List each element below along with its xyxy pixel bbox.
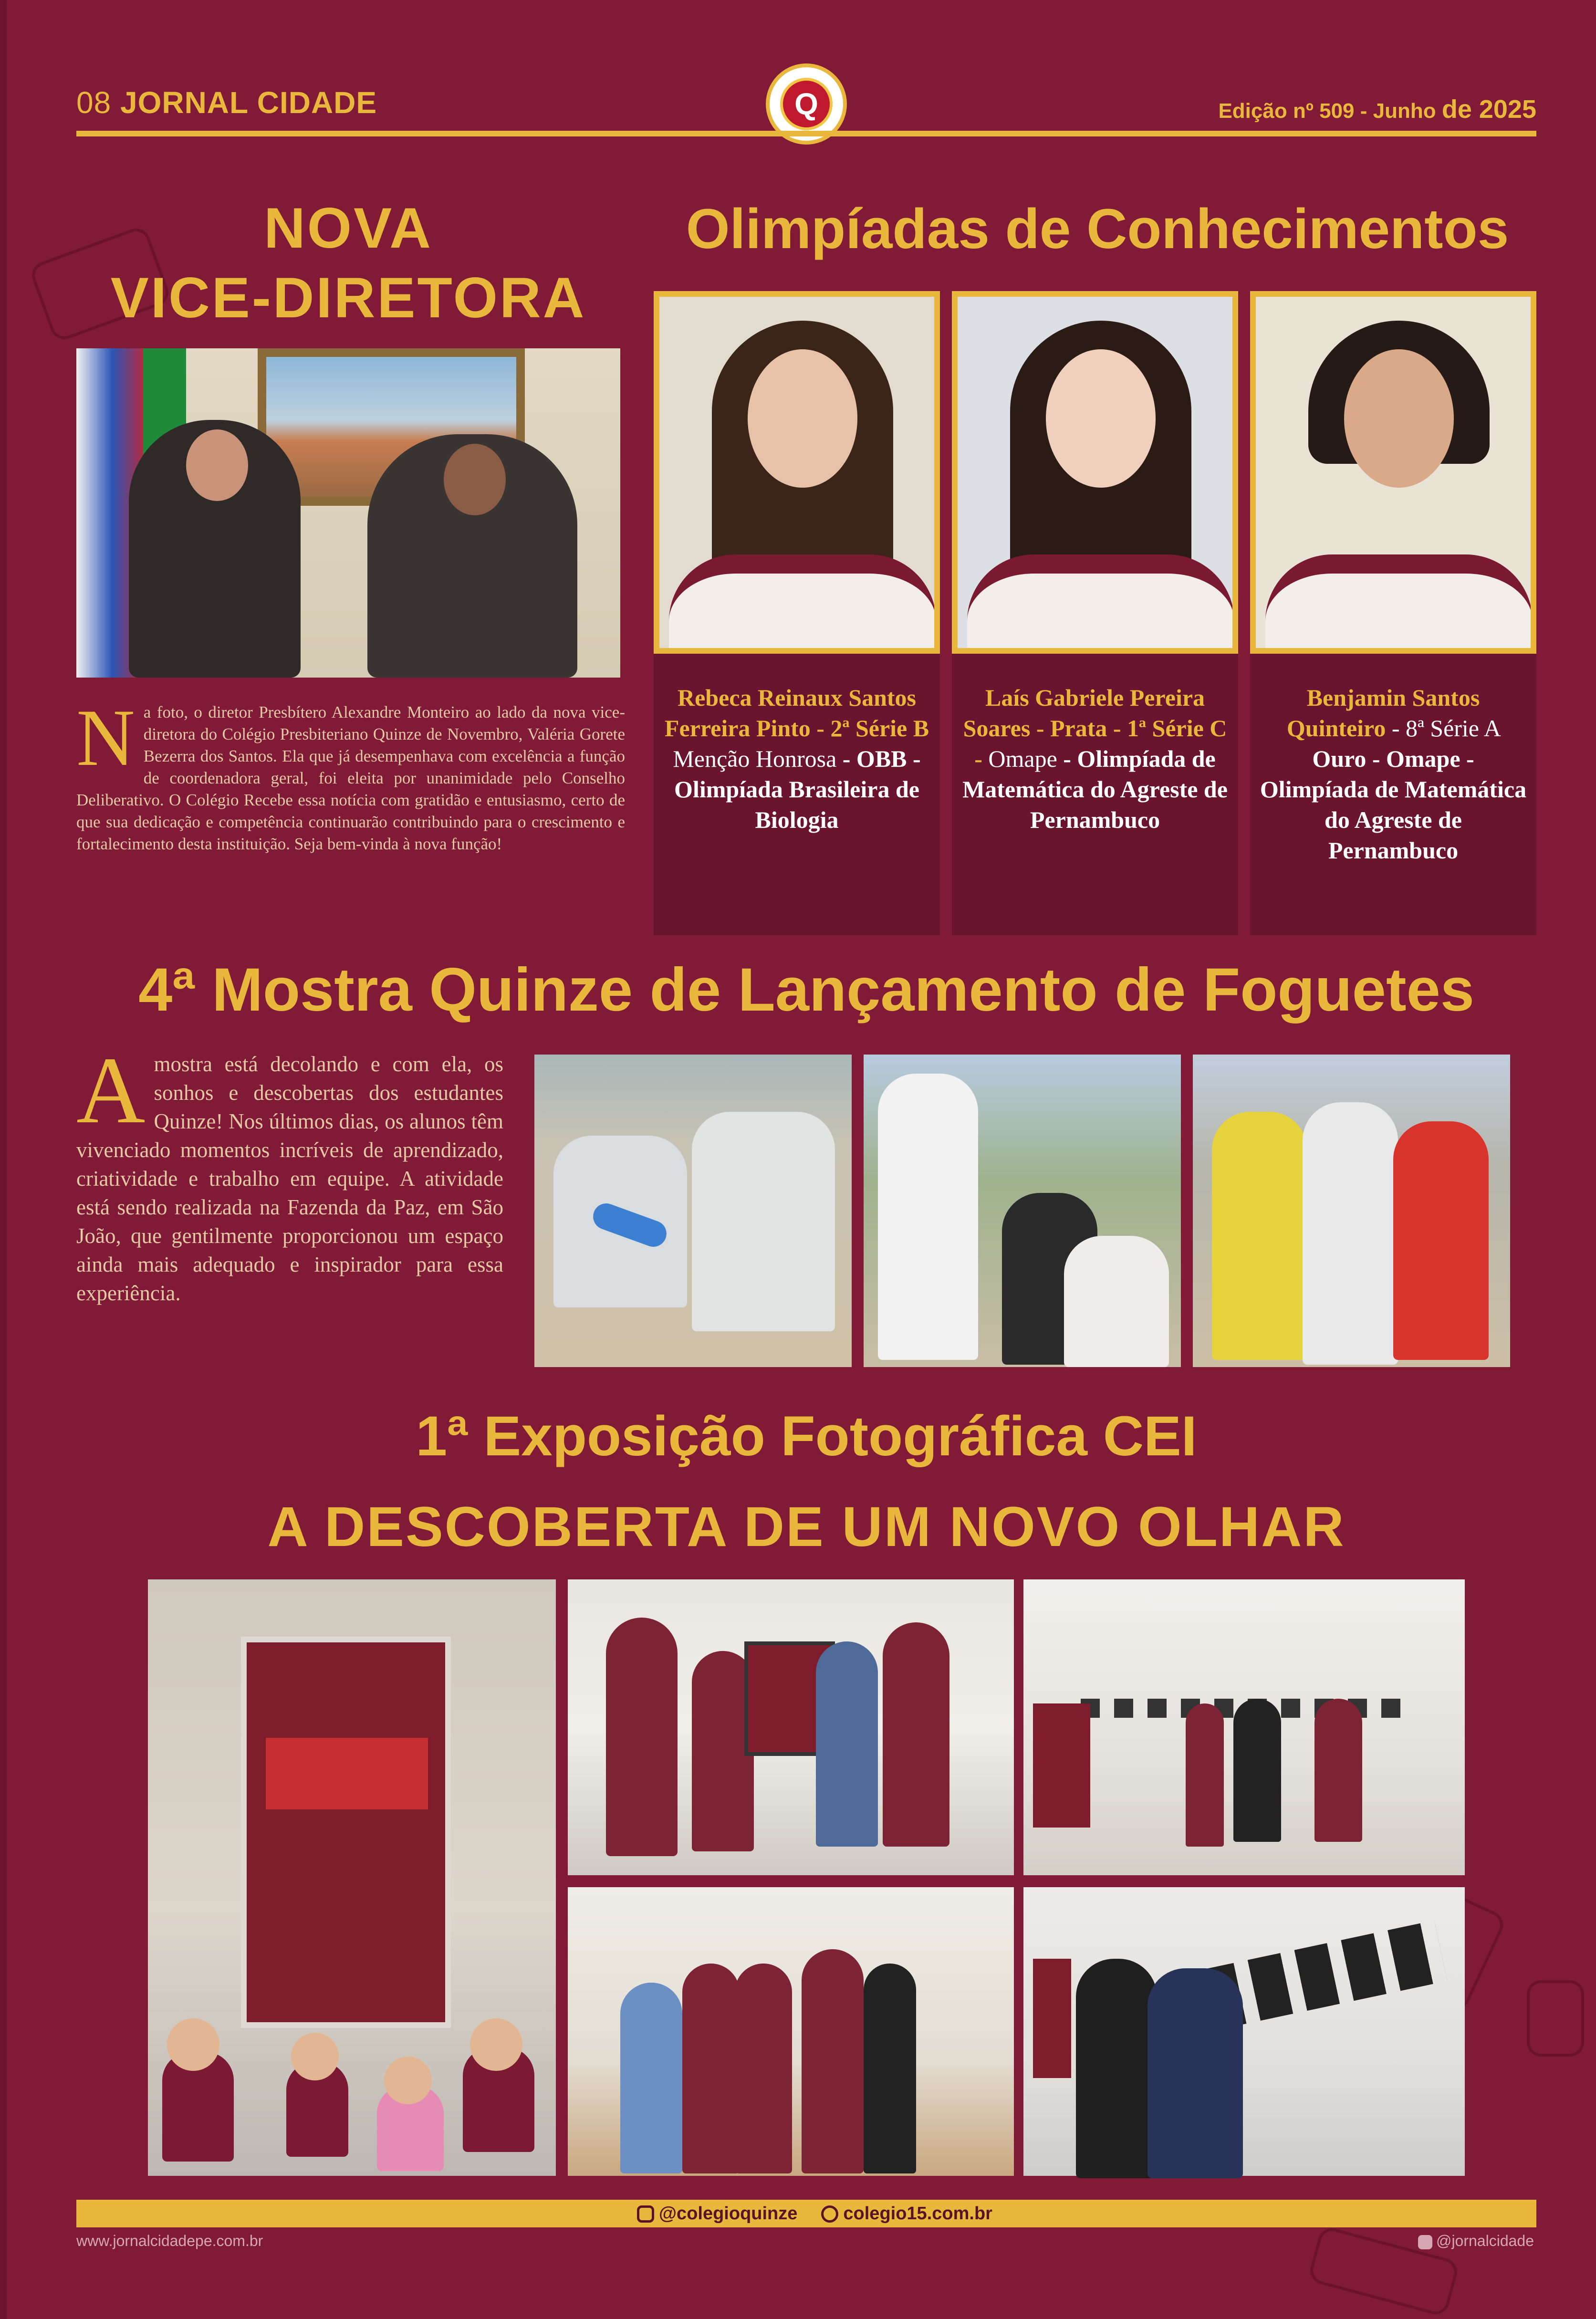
person-figure (1076, 1959, 1157, 2178)
student-grade: - 1ª Série C - (974, 715, 1227, 772)
expo-photo (1023, 1579, 1465, 1875)
footer-social (637, 2201, 992, 2226)
page-header-left (76, 85, 377, 120)
paper-website[interactable]: www.jornalcidadepe.com.br (76, 2232, 263, 2249)
page-number: 08 (76, 85, 112, 120)
paper-instagram-handle: @jornalcidade (1436, 2232, 1534, 2249)
vice-title-line2: VICE-DIRETORA (110, 266, 586, 330)
student-award: Menção Honrosa (673, 745, 837, 772)
header-rule (76, 131, 1536, 136)
person-figure (1064, 1236, 1169, 1367)
person-figure (878, 1074, 978, 1360)
instagram-icon (1418, 2235, 1432, 2249)
expo-photo (568, 1887, 1014, 2176)
expo-banner-title-block (266, 1738, 428, 1809)
student-competition: Olimpíada de Matemática do Agreste de Pernambuco (962, 745, 1228, 833)
expo-photo (568, 1579, 1014, 1875)
student-caption (1260, 682, 1527, 866)
person-figure (816, 1641, 878, 1847)
olympiads-title: Olimpíadas de Conhecimentos (686, 198, 1509, 261)
person-figure (864, 1964, 916, 2173)
student-grade: - 8ª Série A (1386, 715, 1500, 742)
student-caption (961, 682, 1229, 835)
student-award: Omape (988, 745, 1057, 772)
paper-instagram[interactable] (1418, 2232, 1534, 2250)
person-figure (1233, 1699, 1281, 1842)
school-logo-mark: Q (780, 78, 833, 130)
student-card (1250, 291, 1536, 935)
person-figure (692, 1112, 835, 1331)
child-head (470, 2018, 522, 2071)
person-figure (1212, 1112, 1307, 1360)
student-name: Rebeca Reinaux Santos Ferreira Pinto (664, 684, 917, 742)
person-figure (1303, 1102, 1398, 1365)
student-competition: Olimpíada de Matemática do Agreste de Pernambuco (1260, 776, 1527, 864)
person-figure (1393, 1121, 1489, 1360)
decorative-doodle (1527, 1980, 1584, 2057)
person-figure (802, 1949, 864, 2173)
person-figure (1314, 1699, 1362, 1842)
vice-diretora-photo (76, 348, 620, 678)
globe-icon (821, 2205, 838, 2223)
person-figure (1147, 1968, 1243, 2178)
instagram-icon (637, 2205, 654, 2223)
dropcap: A (76, 1038, 146, 1143)
student-photo (952, 291, 1238, 654)
person-face (186, 429, 248, 501)
rocket-photo (864, 1055, 1181, 1367)
person-figure (606, 1618, 678, 1856)
paper-name: JORNAL CIDADE (120, 85, 377, 120)
face-shape (748, 349, 857, 488)
easel-panel (1033, 1703, 1090, 1828)
vice-article (76, 693, 625, 855)
child-head (291, 2033, 339, 2080)
expo-title: 1ª Exposição Fotográfica CEI (416, 1405, 1197, 1468)
expo-photo (148, 1579, 556, 2176)
page-edge (0, 0, 7, 2319)
person-face (444, 444, 506, 515)
person-figure (1186, 1703, 1224, 1847)
expo-subtitle: A DESCOBERTA DE UM NOVO OLHAR (267, 1495, 1346, 1558)
caption-separator: - (1057, 745, 1077, 772)
face-shape (1046, 349, 1156, 488)
student-name: Laís Gabriele Pereira Soares - Prata (963, 684, 1205, 742)
student-card (952, 291, 1238, 935)
child-head (384, 2057, 432, 2104)
child-head (167, 2018, 219, 2071)
person-figure (682, 1964, 740, 2173)
rocket-show-title: 4ª Mostra Quinze de Lançamento de Foguetes (138, 956, 1474, 1024)
vice-title (76, 193, 620, 333)
rocket-show-article-body: mostra está decolando e com ela, os sonhos e descobertas dos estudantes Quinze! Nos últimos dias, os alunos têm vivenciado momentos incríveis de aprendizado, criatividade e trabalho em equipe. A atividade está sendo realizada na Fazenda da Paz, em São João, que gentilmente proporcionou um espaço ainda mais adequado e inspirador para essa experiência. (76, 1052, 503, 1305)
school-instagram[interactable] (637, 2204, 797, 2224)
school-instagram-handle: @colegioquinze (659, 2203, 798, 2224)
dropcap: N (76, 693, 135, 783)
student-caption (663, 682, 930, 835)
face-shape (1344, 349, 1454, 488)
vice-title-line1: NOVA (264, 196, 433, 260)
person-figure (883, 1622, 949, 1847)
student-grade: - 2ª Série B (810, 715, 929, 742)
uniform-shape (669, 554, 936, 654)
school-website[interactable] (821, 2204, 992, 2224)
student-photo (1250, 291, 1536, 654)
student-photo (654, 291, 940, 654)
expo-photo (1023, 1887, 1465, 2176)
caption-separator: - (836, 745, 856, 772)
person-figure (735, 1964, 792, 2173)
school-website-url: colegio15.com.br (843, 2203, 992, 2224)
uniform-shape (967, 554, 1234, 654)
rocket-show-article (76, 1038, 503, 1307)
easel-panel (1033, 1959, 1071, 2078)
student-competition: OBB - Olimpíada Brasileira de Biologia (674, 745, 921, 833)
edition-number: Edição nº 509 - Junho (1218, 99, 1436, 123)
edition-info (1218, 94, 1536, 124)
edition-year: de 2025 (1441, 95, 1536, 124)
uniform-shape (1265, 554, 1533, 654)
vice-article-body: a foto, o diretor Presbítero Alexandre Monteiro ao lado da nova vice-diretora do Colégio Presbiteriano Quinze de Novembro, Valéria Gorete Bezerra dos Santos. Ela que já desempenhava com excelência a função de coordenadora geral, foi eleita por unanimidade pelo Conselho Deliberativo. O Colégio Recebe essa notícia com gratidão e entusiasmo, certo de que sua dedicação e competência continuarão contribuindo para o crescimento e fortalecimento desta instituição. Seja bem-vinda à nova função! (76, 703, 625, 853)
rocket-photo (1193, 1055, 1510, 1367)
rocket-photo (534, 1055, 852, 1367)
student-card (654, 291, 940, 935)
person-figure (620, 1983, 682, 2173)
student-award: Ouro - Omape - (1312, 745, 1474, 772)
student-name: Benjamin Santos Quinteiro (1286, 684, 1480, 742)
expo-banner (241, 1637, 451, 2028)
